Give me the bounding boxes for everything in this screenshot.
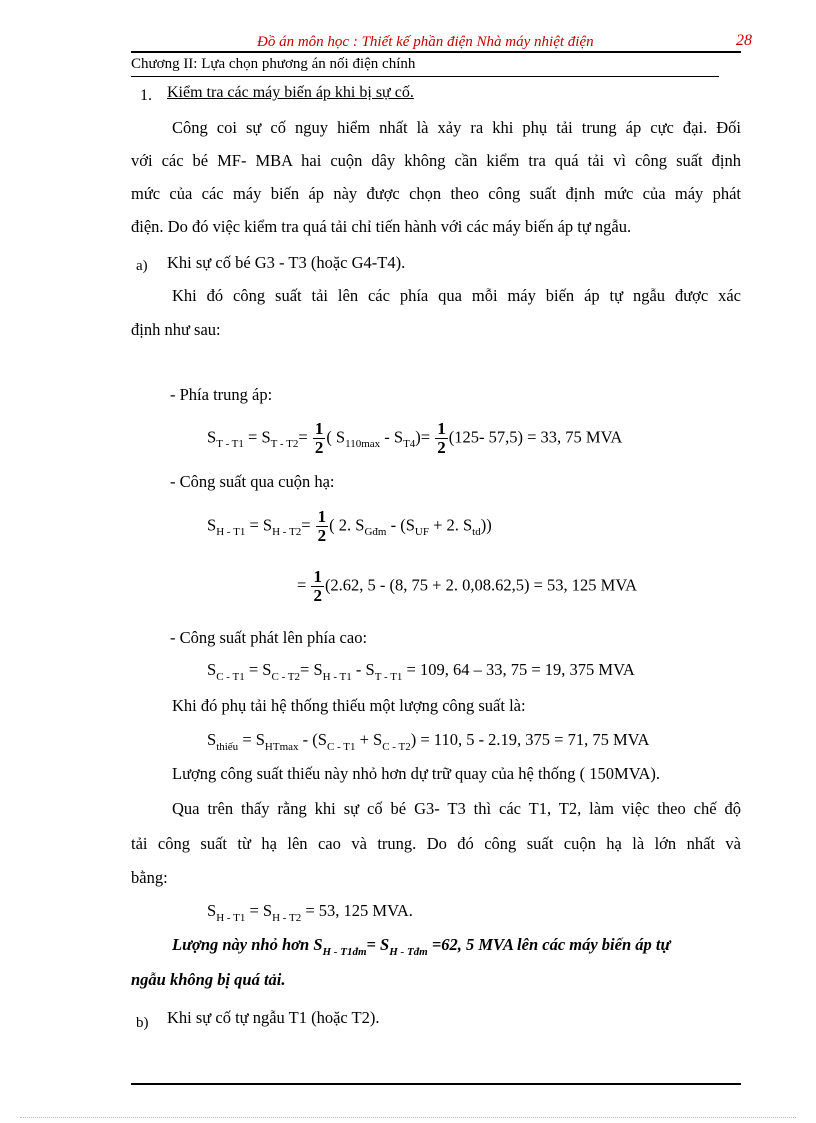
fraction-half: $\frac{1}{2}$ [437,419,446,457]
section-number: 1. [140,87,152,104]
page-number: 28 [736,32,752,49]
paragraph-line: Qua trên thấy rằng khi sự cố bé G3- T3 thì các T1, T2, làm việc theo chế độ [172,799,741,818]
fraction-half: $\frac{1}{2}$ [313,567,322,605]
low-side-label: - Công suất qua cuộn hạ: [170,472,335,491]
case-b-label: b) [136,1015,149,1031]
case-b-text: Khi sự cố tự ngẫu T1 (hoặc T2). [167,1008,380,1027]
bold-note-line: ngẫu không bị quá tải. [131,970,286,989]
paragraph-line: Khi đó công suất tải lên các phía qua mỗi máy biến áp tự ngẫu được xác [172,286,741,305]
low-side-equation: $S_{H - T1} = S_{H - T2}=$ $\frac{1}{2}$ ( 2. $S_{Gđm} - (S_{UF} + 2$. $S_{td}$)) [207,507,492,545]
chapter-rule [131,76,719,77]
paragraph-line: Công coi sự cố nguy hiểm nhất là xảy ra khi phụ tải trung áp cực đại. Đối [172,118,741,137]
chapter-title: Chương II: Lựa chọn phương án nối điện chính [131,56,416,72]
paragraph-line: điện. Do đó việc kiểm tra quá tải chỉ tiến hành với các máy biến áp tự ngẫu. [131,217,632,236]
high-side-label: - Công suất phát lên phía cao: [170,628,368,647]
case-a-label: a) [136,258,148,274]
footer-rule [131,1083,741,1085]
bold-note-line: Lượng này nhỏ hơn $S_{H - T1đm}= S_{H - Tđm} =62$, 5 MVA lên các máy biến áp tự [172,935,671,958]
header-rule [131,51,741,53]
shortage-equation: $S_{thiếu} = S_{HTmax} - (S_{C - T1} + S_{C - T2}) = 110$, 5 - 2.19, 375 = 71, 75 MVA [207,730,650,753]
low-side-equation-result: = $\frac{1}{2}$ (2.62, 5 - (8, 75 + 2. 0,08.62,5) = 53, 125 MVA [297,567,638,605]
fraction-half: $\frac{1}{2}$ [314,419,324,457]
paragraph-line: với các bé MF- MBA hai cuộn dây không cần kiểm tra quá tải vì công suất định [131,151,741,170]
fraction-half: $\frac{1}{2}$ [317,507,327,545]
paragraph-line: bằng: [131,868,168,887]
medium-side-label: - Phía trung áp: [170,385,273,404]
case-a-text: Khi sự cố bé G3 - T3 (hoặc G4-T4). [167,253,406,272]
shortage-note: Lượng công suất thiếu này nhỏ hơn dự trữ quay của hệ thống ( 150MVA). [172,764,661,783]
final-equation: $S_{H - T1} = S_{H - T2} = 53$, 125 MVA. [207,901,413,924]
paragraph-line: định như sau: [131,320,221,339]
high-side-equation: $S_{C - T1} = S_{C - T2}= S_{H - T1} - S_{T - T1} = 109$, 64 – 33, 75 = 19, 375 MVA [207,660,635,683]
paragraph-line: mức của các máy biến áp này được chọn theo công suất định mức của máy phát [131,184,741,203]
paragraph-line: tải công suất từ hạ lên cao và trung. Do đó công suất cuộn hạ là lớn nhất và [131,834,741,853]
medium-side-equation: $S_{T - T1} = S_{T - T2}=$ $\frac{1}{2}$ ( $S_{110max} - S_{T4})=$ $\frac{1}{2}$ (125- 57,5) = 33, 75 MVA [207,419,623,457]
page-edge-dots [20,1117,796,1118]
shortage-intro: Khi đó phụ tải hệ thống thiếu một lượng công suất là: [172,696,526,715]
section-title: Kiểm tra các máy biến áp khi bị sự cố. [167,84,414,101]
document-header-title: Đồ án môn học : Thiết kế phần điện Nhà máy nhiệt điện [257,34,594,50]
